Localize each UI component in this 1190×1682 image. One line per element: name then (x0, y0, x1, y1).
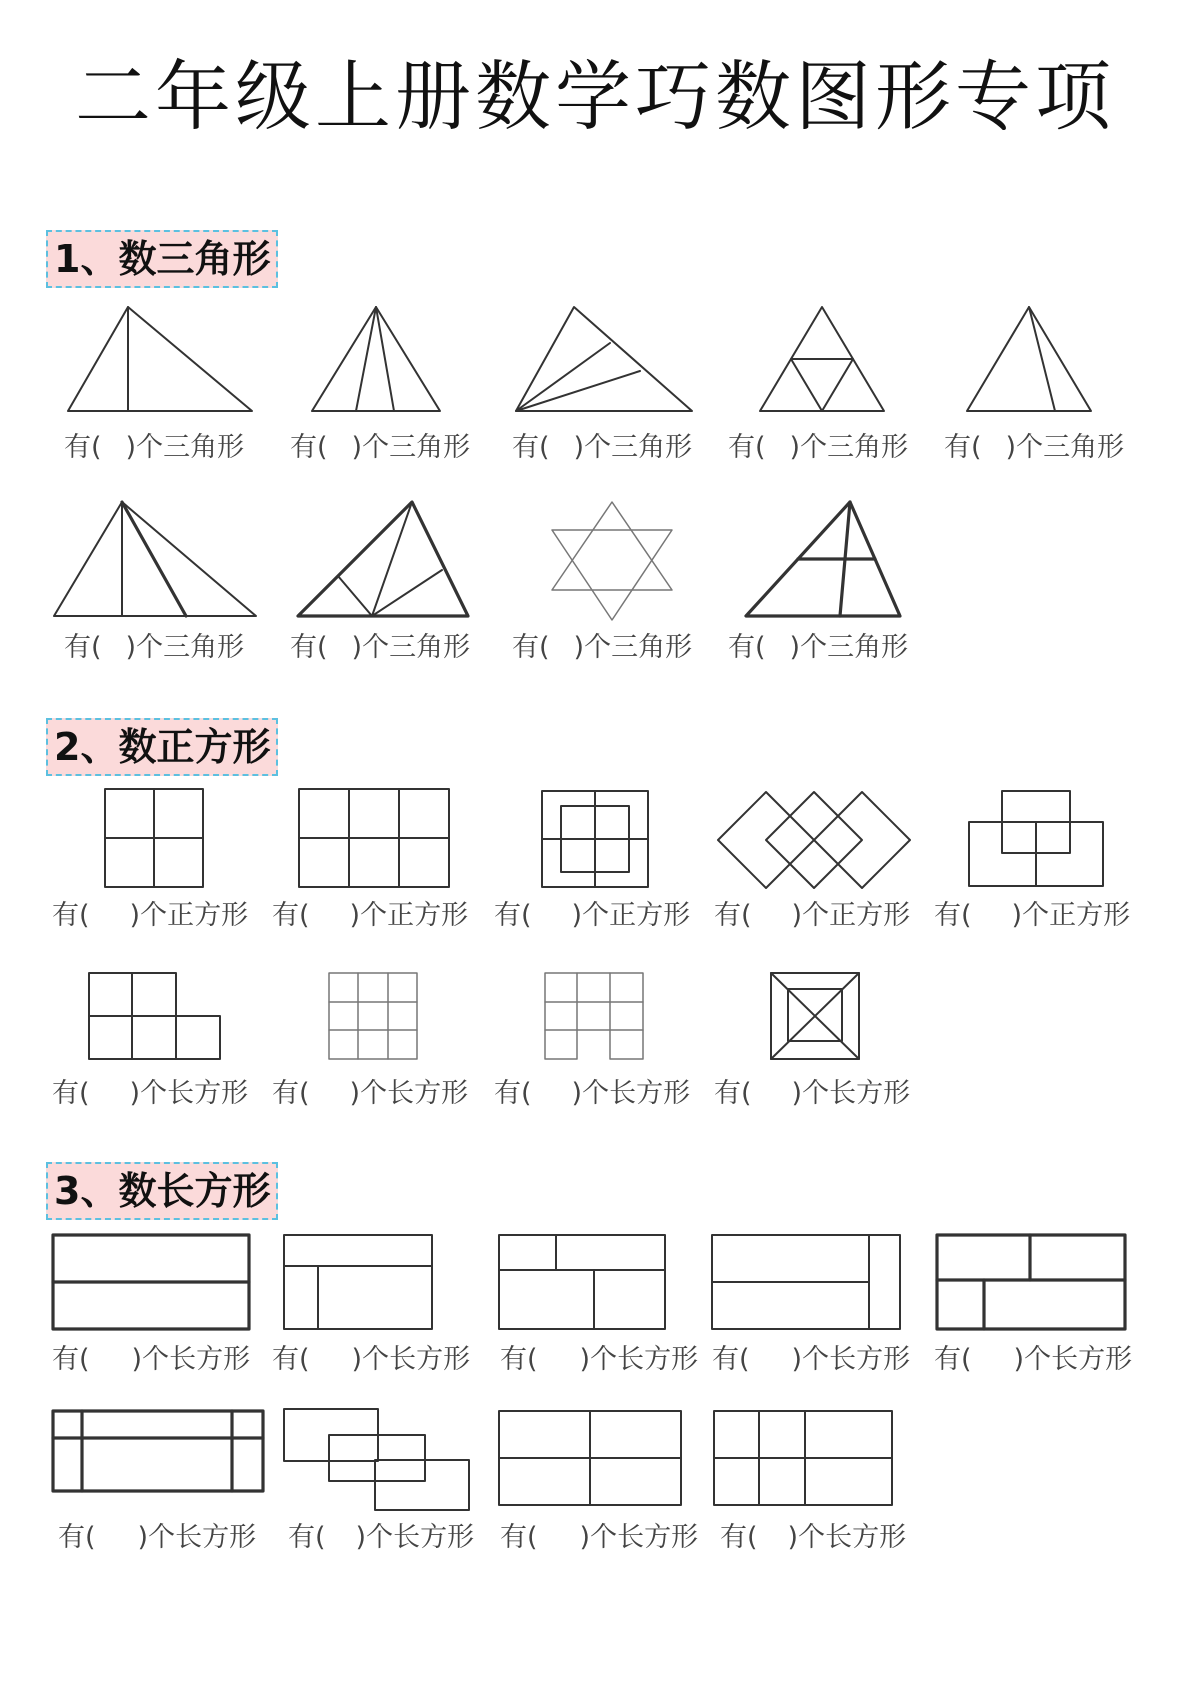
answer-suffix: )个长方形 (571, 1078, 691, 1109)
answer-prefix: 有( (64, 632, 102, 663)
answer-suffix: )个长方形 (349, 1078, 469, 1109)
square-figure-1 (104, 788, 204, 888)
triangle-figure-3 (514, 305, 694, 415)
answer-blank-square-5 (934, 900, 1130, 932)
answer-prefix: 有( (500, 1344, 538, 1375)
answer-suffix: )个长方形 (1013, 1344, 1133, 1375)
answer-prefix: 有( (494, 900, 532, 931)
answer-blank-rectangle-6 (58, 1522, 256, 1554)
answer-suffix: )个正方形 (129, 900, 249, 931)
answer-suffix: )个正方形 (349, 900, 469, 931)
triangle-figure-4 (758, 305, 888, 415)
answer-prefix: 有( (272, 1344, 310, 1375)
rectangle-figure-7 (283, 1408, 473, 1512)
answer-blank-rectangle-5 (934, 1344, 1132, 1376)
square-figure-9 (770, 972, 862, 1062)
answer-blank-triangle-7 (290, 632, 470, 664)
answer-suffix: )个三角形 (351, 432, 471, 463)
answer-suffix: )个长方形 (579, 1522, 699, 1553)
answer-suffix: )个三角形 (351, 632, 471, 663)
answer-suffix: )个长方形 (791, 1344, 911, 1375)
answer-blank-square-6 (52, 1078, 248, 1110)
answer-blank-square-9 (714, 1078, 910, 1110)
answer-suffix: )个三角形 (125, 432, 245, 463)
rectangle-figure-4 (711, 1234, 903, 1332)
answer-prefix: 有( (714, 900, 752, 931)
answer-suffix: )个长方形 (137, 1522, 257, 1553)
answer-blank-triangle-4 (728, 432, 908, 464)
section-heading-squares: 2、数正方形 (46, 718, 278, 776)
square-figure-2 (298, 788, 450, 888)
answer-blank-square-3 (494, 900, 690, 932)
answer-suffix: )个正方形 (1011, 900, 1131, 931)
square-figure-3 (541, 790, 649, 890)
answer-blank-square-7 (272, 1078, 468, 1110)
rectangle-figure-2 (283, 1234, 435, 1332)
section-heading-triangles: 1、数三角形 (46, 230, 278, 288)
triangle-figure-6 (52, 500, 262, 620)
page-title: 二年级上册数学巧数图形专项 (75, 52, 1115, 141)
answer-prefix: 有( (720, 1522, 758, 1553)
answer-blank-rectangle-1 (52, 1344, 250, 1376)
answer-prefix: 有( (272, 900, 310, 931)
answer-suffix: )个长方形 (129, 1078, 249, 1109)
triangle-figure-5 (965, 305, 1095, 415)
answer-blank-square-4 (714, 900, 910, 932)
rectangle-figure-3 (498, 1234, 668, 1332)
answer-suffix: )个三角形 (789, 432, 909, 463)
answer-prefix: 有( (944, 432, 982, 463)
answer-prefix: 有( (714, 1078, 752, 1109)
section-heading-rectangles: 3、数长方形 (46, 1162, 278, 1220)
answer-suffix: )个正方形 (791, 900, 911, 931)
answer-prefix: 有( (52, 1078, 90, 1109)
answer-prefix: 有( (494, 1078, 532, 1109)
square-figure-8 (544, 972, 646, 1062)
answer-blank-triangle-2 (290, 432, 470, 464)
answer-prefix: 有( (290, 632, 328, 663)
answer-blank-triangle-5 (944, 432, 1124, 464)
answer-blank-triangle-6 (64, 632, 244, 664)
triangle-figure-1 (66, 305, 256, 415)
answer-prefix: 有( (288, 1522, 326, 1553)
answer-suffix: )个长方形 (579, 1344, 699, 1375)
rectangle-figure-1 (52, 1234, 252, 1332)
answer-blank-rectangle-3 (500, 1344, 698, 1376)
answer-blank-triangle-3 (512, 432, 692, 464)
answer-prefix: 有( (52, 1344, 90, 1375)
answer-blank-rectangle-8 (500, 1522, 698, 1554)
answer-suffix: )个三角形 (789, 632, 909, 663)
answer-blank-triangle-1 (64, 432, 244, 464)
answer-prefix: 有( (934, 1344, 972, 1375)
triangle-figure-7 (296, 500, 471, 620)
answer-prefix: 有( (58, 1522, 96, 1553)
answer-suffix: )个三角形 (125, 632, 245, 663)
answer-suffix: )个三角形 (573, 432, 693, 463)
answer-blank-square-2 (272, 900, 468, 932)
answer-blank-triangle-9 (728, 632, 908, 664)
answer-suffix: )个长方形 (131, 1344, 251, 1375)
answer-prefix: 有( (52, 900, 90, 931)
answer-blank-triangle-8 (512, 632, 692, 664)
answer-suffix: )个三角形 (1005, 432, 1125, 463)
answer-prefix: 有( (712, 1344, 750, 1375)
answer-prefix: 有( (934, 900, 972, 931)
answer-prefix: 有( (64, 432, 102, 463)
answer-blank-rectangle-2 (272, 1344, 470, 1376)
answer-prefix: 有( (512, 632, 550, 663)
rectangle-figure-9 (713, 1410, 895, 1508)
answer-blank-square-8 (494, 1078, 690, 1110)
square-figure-4 (718, 790, 913, 890)
triangle-figure-2 (310, 305, 445, 415)
answer-prefix: 有( (728, 432, 766, 463)
answer-suffix: )个长方形 (791, 1078, 911, 1109)
answer-prefix: 有( (272, 1078, 310, 1109)
answer-suffix: )个长方形 (351, 1344, 471, 1375)
square-figure-6 (88, 972, 223, 1062)
answer-prefix: 有( (500, 1522, 538, 1553)
answer-prefix: 有( (290, 432, 328, 463)
answer-suffix: )个正方形 (571, 900, 691, 931)
answer-blank-rectangle-9 (720, 1522, 906, 1554)
answer-prefix: 有( (512, 432, 550, 463)
answer-blank-rectangle-7 (288, 1522, 474, 1554)
triangle-figure-8 (548, 500, 678, 625)
answer-suffix: )个长方形 (787, 1522, 907, 1553)
answer-suffix: )个三角形 (573, 632, 693, 663)
rectangle-figure-5 (936, 1234, 1128, 1332)
answer-suffix: )个长方形 (355, 1522, 475, 1553)
square-figure-7 (328, 972, 420, 1062)
answer-blank-rectangle-4 (712, 1344, 910, 1376)
rectangle-figure-6 (52, 1410, 266, 1494)
answer-blank-square-1 (52, 900, 248, 932)
triangle-figure-9 (744, 500, 904, 620)
rectangle-figure-8 (498, 1410, 684, 1508)
answer-prefix: 有( (728, 632, 766, 663)
square-figure-5 (968, 790, 1108, 890)
